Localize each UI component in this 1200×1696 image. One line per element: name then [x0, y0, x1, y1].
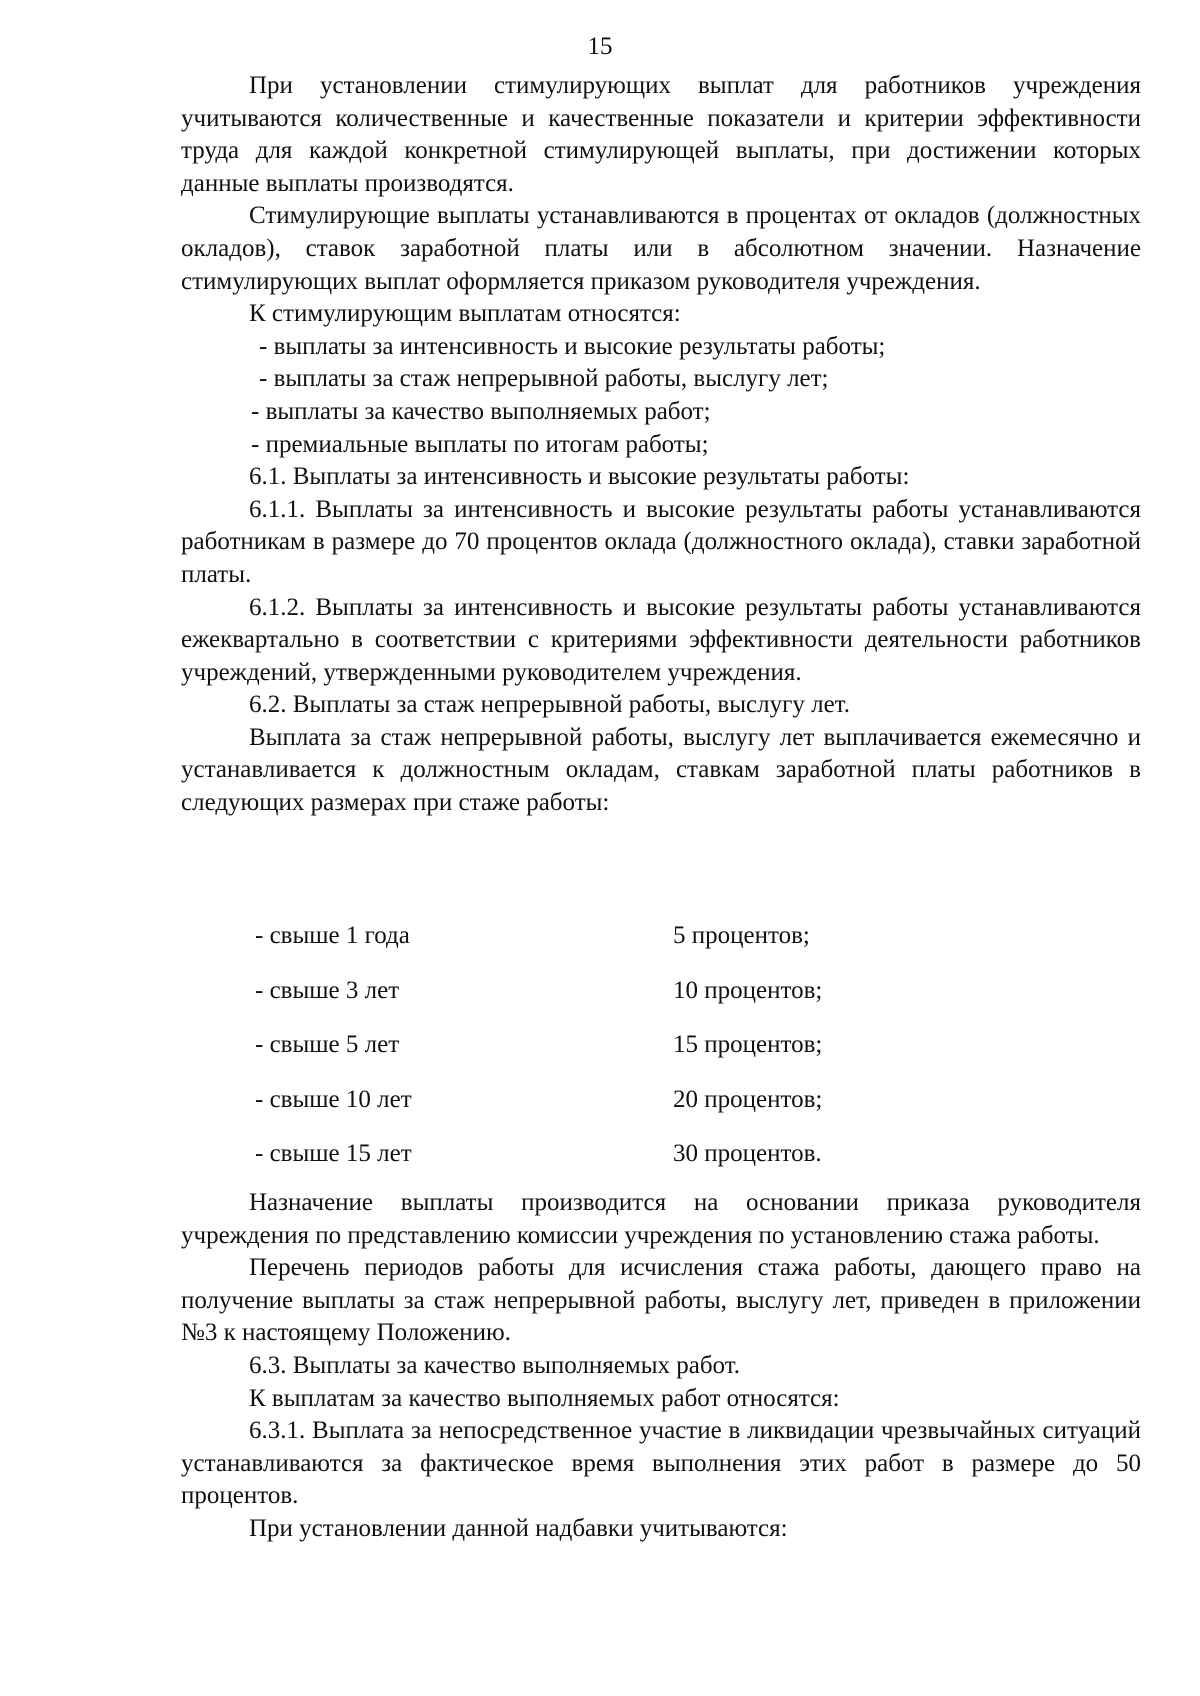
tenure-term: - свыше 15 лет [255, 1140, 412, 1167]
paragraph-tenure-payment: Выплата за стаж непрерывной работы, выслугу лет выплачивается ежемесячно и устанавливается к должностным окладам, ставкам заработной платы работников в следующих размерах при стаже работы: [181, 723, 1141, 817]
paragraph-quality-intro: К выплатам за качество выполняемых работ относятся: [249, 1384, 840, 1412]
body-text-bottom [181, 1187, 1141, 1546]
tenure-row [255, 920, 955, 975]
section-6-2-heading: 6.2. Выплаты за стаж непрерывной работы, выслугу лет. [249, 691, 850, 719]
tenure-row [255, 975, 955, 1030]
body-text-top [181, 70, 1141, 820]
paragraph-periods: Перечень периодов работы для исчисления стажа работы, дающего право на получение выплаты за стаж непрерывной работы, выслугу лет, приведен в приложении №3 к настоящему Положению. [181, 1254, 1141, 1347]
tenure-rate: 5 процентов; [673, 922, 810, 949]
paragraph-appointment: Назначение выплаты производится на основании приказа руководителя учреждения по представлению комиссии учреждения по установлению стажа работы. [181, 1189, 1141, 1249]
section-6-3-1: 6.3.1. Выплата за непосредственное участие в ликвидации чрезвычайных ситуаций устанавливаются за фактическое время выполнения этих работ в размере до 50 процентов. [181, 1417, 1141, 1510]
tenure-rate: 30 процентов. [673, 1140, 822, 1167]
list-item-intensity: - выплаты за интенсивность и высокие результаты работы; [259, 332, 886, 360]
tenure-row [255, 1138, 955, 1193]
paragraph-list-intro: К стимулирующим выплатам относятся: [249, 300, 681, 328]
section-6-3-heading: 6.3. Выплаты за качество выполняемых работ. [249, 1351, 741, 1379]
tenure-rate: 15 процентов; [673, 1031, 823, 1058]
tenure-term: - свыше 10 лет [255, 1085, 412, 1113]
tenure-rate-table [255, 920, 955, 1193]
tenure-term: - свыше 1 года [255, 922, 410, 949]
tenure-rate: 20 процентов; [673, 1085, 823, 1113]
paragraph-percent: Стимулирующие выплаты устанавливаются в процентах от окладов (должностных окладов), ставок заработной платы или в абсолютном значении. Назначение стимулирующих выплат оформляется приказом руководителя учреждения. [181, 202, 1141, 295]
tenure-rate: 10 процентов; [673, 976, 823, 1004]
section-6-1-2: 6.1.2. Выплаты за интенсивность и высокие результаты работы устанавливаются ежеквартально в соответствии с критериями эффективности деятельности работников учреждений, утвержденными руководителем учреждения. [181, 593, 1141, 686]
list-item-quality: - выплаты за качество выполняемых работ; [251, 397, 711, 425]
paragraph-criteria: При установлении стимулирующих выплат для работников учреждения учитываются количественные и качественные показатели и критерии эффективности труда для каждой конкретной стимулирующей выплаты, при достижении которых данные выплаты производятся. [181, 72, 1141, 197]
tenure-row [255, 1084, 955, 1139]
tenure-row [255, 1029, 955, 1084]
section-6-1-1: 6.1.1. Выплаты за интенсивность и высокие результаты работы устанавливаются работникам в размере до 70 процентов оклада (должностного оклада), ставки заработной платы. [181, 495, 1141, 588]
section-6-1-heading: 6.1. Выплаты за интенсивность и высокие результаты работы: [249, 463, 910, 491]
list-item-tenure: - выплаты за стаж непрерывной работы, выслугу лет; [259, 365, 829, 393]
tenure-term: - свыше 5 лет [255, 1031, 400, 1058]
page-number: 15 [587, 33, 613, 60]
list-item-bonus: - премиальные выплаты по итогам работы; [251, 430, 709, 458]
paragraph-allowance-factors: При установлении данной надбавки учитываются: [249, 1514, 788, 1542]
tenure-term: - свыше 3 лет [255, 976, 400, 1004]
